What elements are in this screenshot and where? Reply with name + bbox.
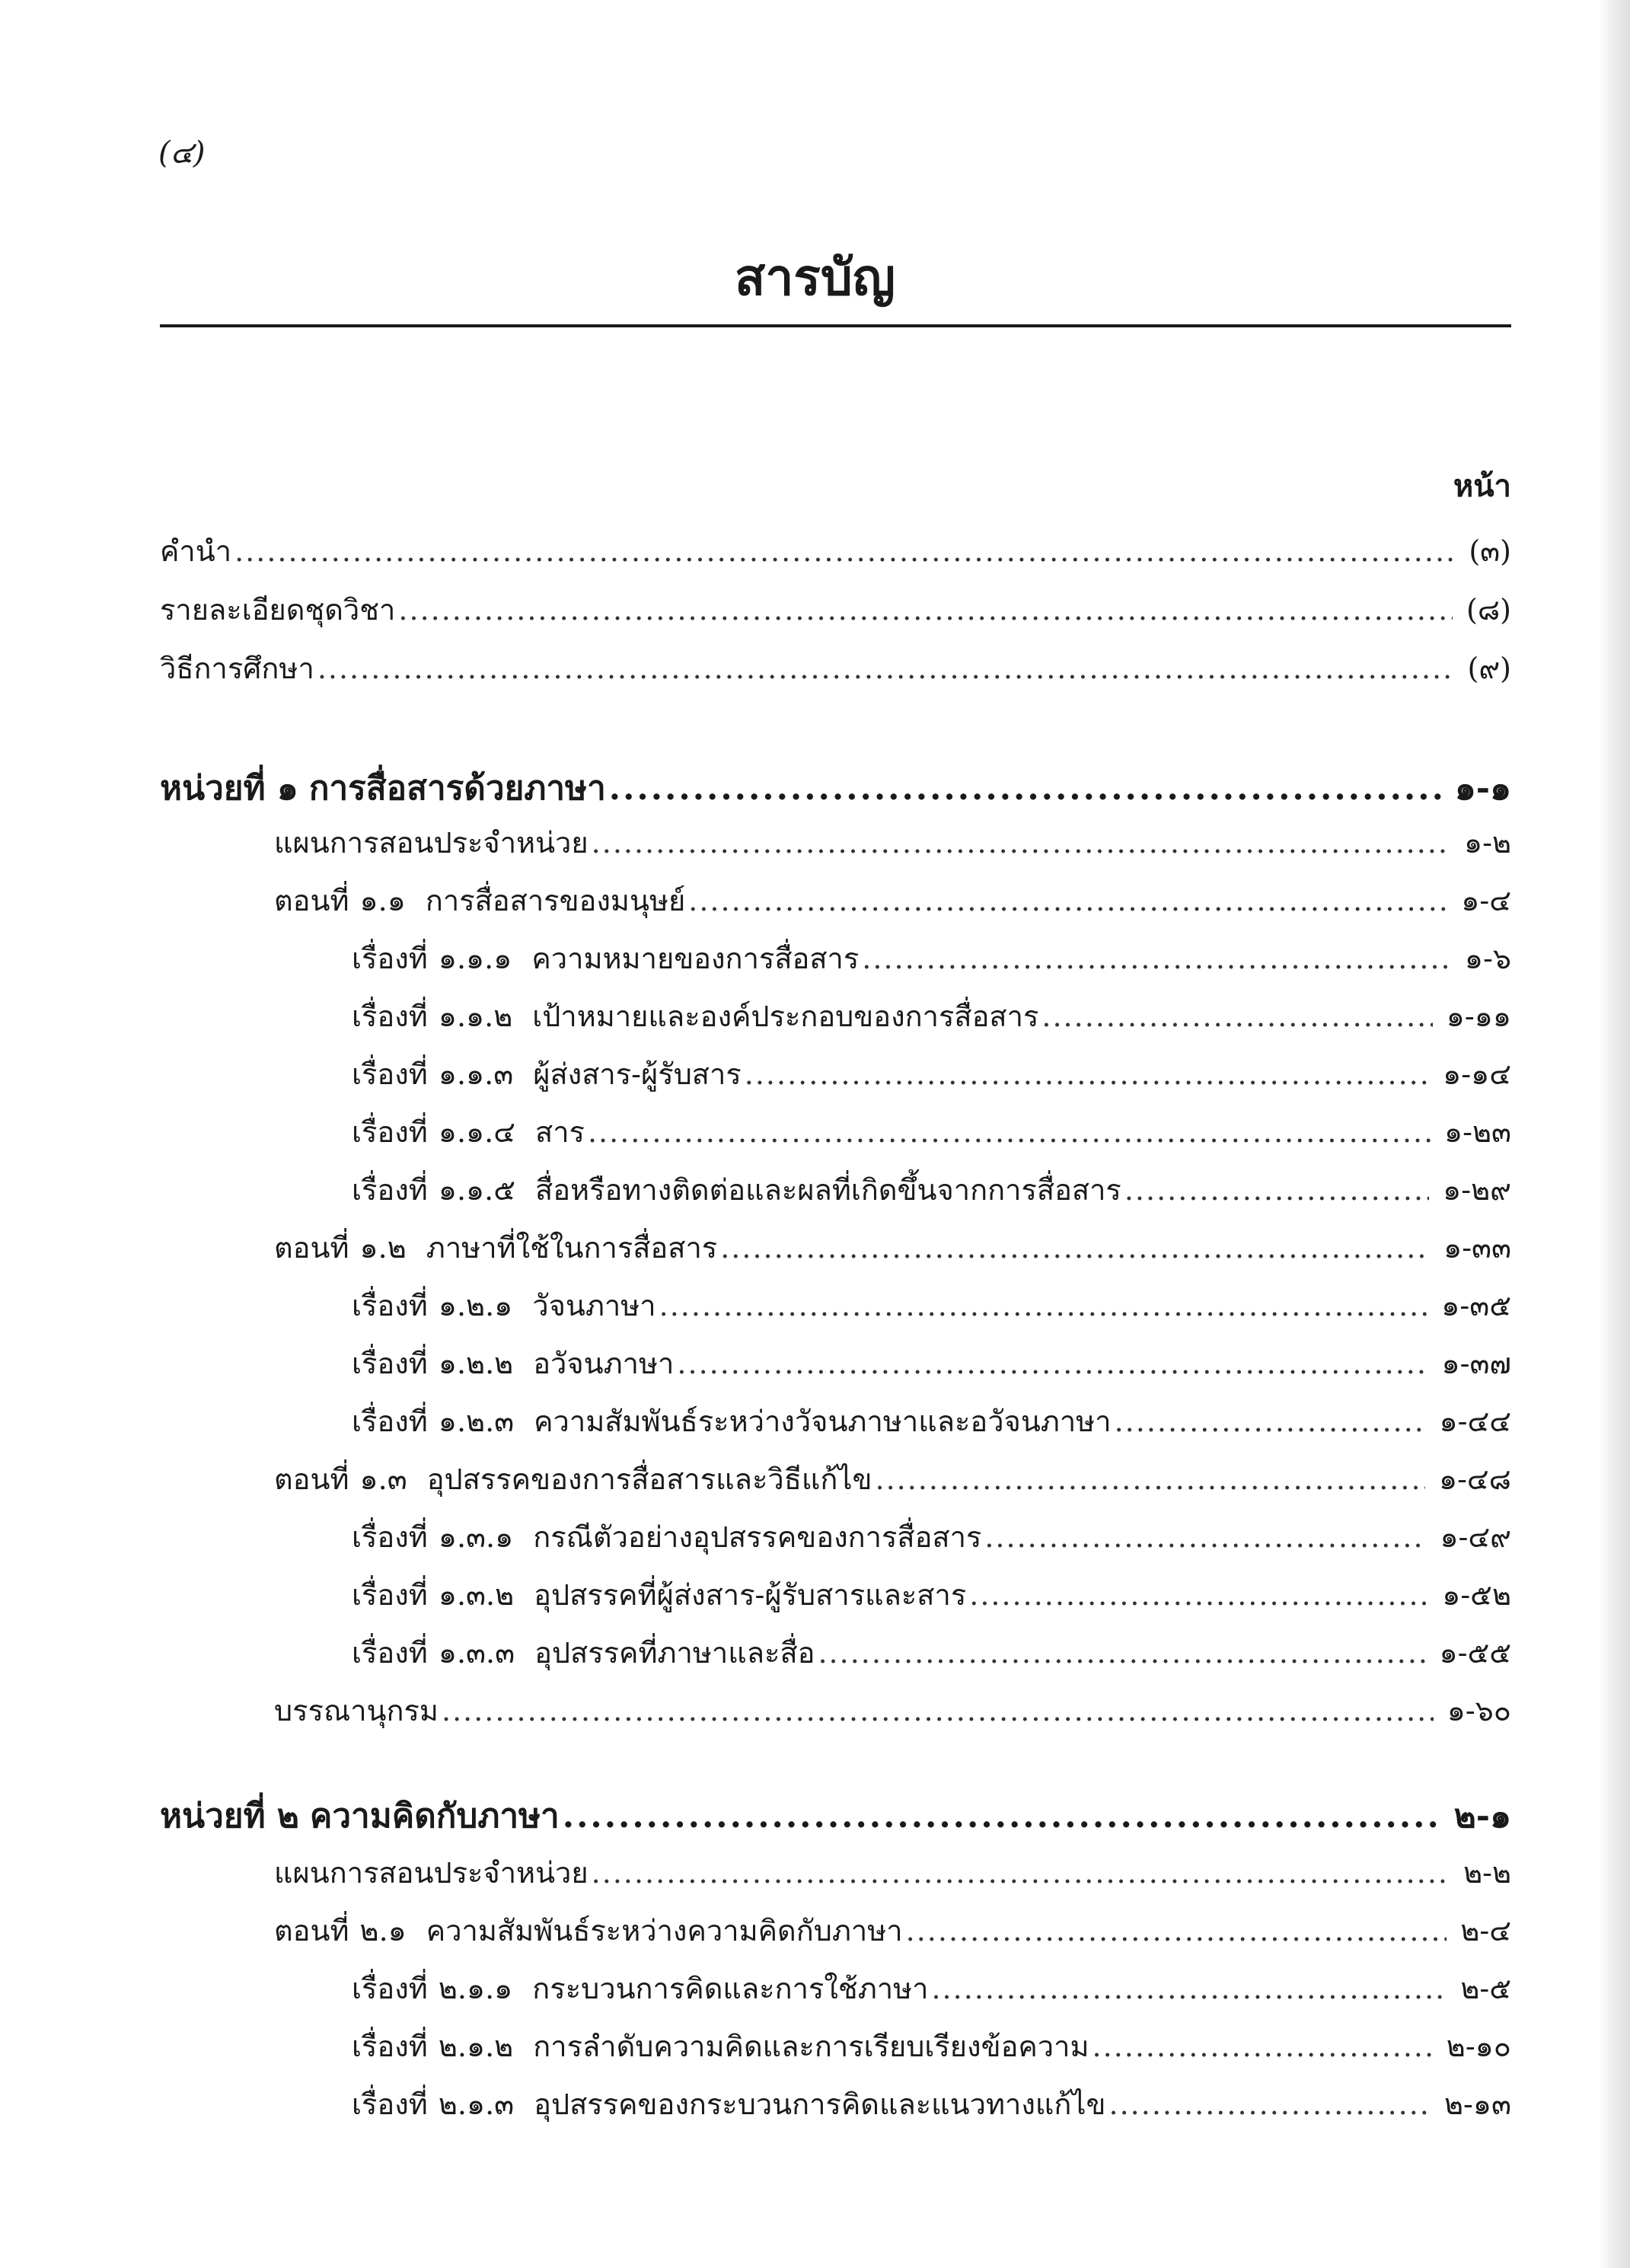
toc-topic-entry[interactable] bbox=[352, 2081, 1511, 2127]
entry-label bbox=[352, 2024, 1089, 2069]
toc-topic-entry[interactable] bbox=[352, 1572, 1511, 1618]
dot-leader bbox=[398, 587, 1453, 633]
entry-title: อุปสรรคที่ภาษาและสื่อ bbox=[534, 1636, 815, 1670]
toc-prelim-entry[interactable] bbox=[160, 587, 1511, 633]
topic-number: ๒.๑.๑ bbox=[438, 1972, 513, 2005]
dot-leader bbox=[688, 878, 1447, 923]
toc-plain-entry[interactable] bbox=[274, 820, 1511, 866]
entry-label bbox=[352, 1572, 966, 1618]
entry-page-number: ๑-๖ bbox=[1464, 942, 1511, 975]
entry-page-number: ๑-๑๑ bbox=[1446, 1000, 1511, 1033]
toc-topic-entry[interactable] bbox=[352, 1341, 1511, 1386]
entry-page-number: ๑-๔ bbox=[1461, 884, 1511, 917]
topic-prefix: เรื่องที่ bbox=[352, 942, 428, 975]
topic-prefix: เรื่องที่ bbox=[352, 1000, 428, 1033]
entry-label bbox=[160, 528, 231, 574]
entry-title: ความหมายของการสื่อสาร bbox=[531, 942, 860, 975]
entry-label bbox=[274, 1456, 872, 1502]
entry-page-number: ๑-๔๘ bbox=[1438, 1463, 1511, 1496]
toc-prelim-entry[interactable] bbox=[160, 528, 1511, 574]
dot-leader bbox=[677, 1341, 1427, 1386]
entry-page-number: ๒-๔ bbox=[1460, 1914, 1511, 1947]
entry-page-number: (๙) bbox=[1467, 652, 1511, 685]
topic-number: ๑.๑.๕ bbox=[438, 1173, 515, 1207]
entry-page-number: ๑-๔๙ bbox=[1440, 1520, 1511, 1554]
topic-prefix: เรื่องที่ bbox=[352, 1578, 428, 1612]
entry-page-number: ๑-๖๐ bbox=[1447, 1694, 1511, 1727]
toc-topic-entry[interactable] bbox=[352, 1167, 1511, 1213]
entry-page-number: ๑-๑ bbox=[1454, 769, 1511, 808]
dot-leader bbox=[906, 1908, 1447, 1954]
dot-leader bbox=[592, 820, 1450, 866]
entry-label bbox=[274, 1908, 903, 1954]
part-number: ๑.๓ bbox=[359, 1463, 407, 1496]
topic-prefix: เรื่องที่ bbox=[352, 1289, 428, 1322]
topic-prefix: เรื่องที่ bbox=[352, 1405, 428, 1438]
dot-leader bbox=[317, 646, 1454, 691]
entry-page-number: ๑-๒๙ bbox=[1443, 1173, 1511, 1207]
part-number: ๑.๑ bbox=[359, 884, 406, 917]
toc-part-entry[interactable] bbox=[274, 878, 1511, 923]
entry-label bbox=[352, 1514, 981, 1560]
topic-prefix: เรื่องที่ bbox=[352, 2088, 428, 2121]
entry-label bbox=[352, 1399, 1112, 1444]
topic-number: ๑.๑.๔ bbox=[438, 1115, 515, 1149]
topic-number: ๑.๓.๓ bbox=[438, 1636, 515, 1670]
page-number: (๔) bbox=[158, 136, 206, 171]
entry-title: อุปสรรคที่ผู้ส่งสาร-ผู้รับสารและสาร bbox=[534, 1578, 967, 1612]
topic-number: ๑.๓.๑ bbox=[438, 1520, 514, 1554]
entry-title: เป้าหมายและองค์ประกอบของการสื่อสาร bbox=[532, 1000, 1039, 1033]
topic-prefix: เรื่องที่ bbox=[352, 1636, 428, 1670]
topic-number: ๑.๑.๑ bbox=[438, 942, 512, 975]
toc-plain-entry[interactable] bbox=[274, 1850, 1511, 1896]
entry-page-number: ๒-๒ bbox=[1463, 1856, 1511, 1890]
entry-label bbox=[160, 761, 606, 816]
entry-title: การลำดับความคิดและการเรียบเรียงข้อความ bbox=[533, 2030, 1089, 2063]
entry-label bbox=[160, 587, 395, 633]
entry-title: บรรณานุกรม bbox=[274, 1694, 439, 1727]
toc-unit-heading[interactable] bbox=[160, 761, 1511, 816]
topic-number: ๒.๑.๒ bbox=[438, 2030, 514, 2063]
topic-prefix: เรื่องที่ bbox=[352, 1347, 428, 1380]
dot-leader bbox=[720, 1225, 1430, 1271]
entry-label bbox=[274, 878, 685, 923]
part-prefix: ตอนที่ bbox=[274, 884, 349, 917]
entry-title: วัจนภาษา bbox=[532, 1289, 656, 1322]
entry-label bbox=[352, 1283, 656, 1329]
entry-title: กรณีตัวอย่างอุปสรรคของการสื่อสาร bbox=[533, 1520, 982, 1554]
entry-label bbox=[352, 1341, 674, 1386]
dot-leader bbox=[1124, 1167, 1429, 1213]
dot-leader bbox=[984, 1514, 1426, 1560]
entry-label bbox=[352, 1966, 928, 2011]
topic-number: ๑.๓.๒ bbox=[438, 1578, 515, 1612]
entry-title: ผู้ส่งสาร-ผู้รับสาร bbox=[533, 1057, 742, 1091]
toc-prelim-entry[interactable] bbox=[160, 646, 1511, 691]
entry-page-number: ๒-๑๓ bbox=[1444, 2088, 1511, 2121]
dot-leader bbox=[1093, 2024, 1433, 2069]
topic-number: ๑.๑.๒ bbox=[438, 1000, 513, 1033]
entry-title: สาร bbox=[535, 1115, 585, 1149]
topic-prefix: เรื่องที่ bbox=[352, 1115, 428, 1149]
entry-page-number: ๑-๔๔ bbox=[1439, 1405, 1511, 1438]
entry-label bbox=[160, 1789, 560, 1844]
part-number: ๑.๒ bbox=[359, 1231, 407, 1265]
toc-part-entry[interactable] bbox=[274, 1225, 1511, 1271]
entry-page-number: ๒-๑ bbox=[1453, 1797, 1511, 1836]
dot-leader bbox=[442, 1688, 1434, 1734]
entry-label bbox=[274, 1225, 717, 1271]
topic-prefix: เรื่องที่ bbox=[352, 1173, 428, 1207]
toc-topic-entry[interactable] bbox=[352, 1514, 1511, 1560]
toc-topic-entry[interactable] bbox=[352, 1051, 1511, 1097]
page-title: สารบัญ bbox=[735, 247, 895, 307]
entry-label bbox=[352, 1167, 1121, 1213]
entry-page-number: ๑-๒๓ bbox=[1444, 1115, 1511, 1149]
topic-number: ๑.๒.๒ bbox=[438, 1347, 514, 1380]
entry-label bbox=[274, 1688, 439, 1734]
topic-number: ๑.๒.๑ bbox=[438, 1289, 513, 1322]
entry-page-number: ๑-๑๔ bbox=[1443, 1057, 1511, 1091]
topic-prefix: เรื่องที่ bbox=[352, 2030, 428, 2063]
dot-leader bbox=[609, 761, 1441, 816]
entry-label bbox=[352, 1109, 585, 1155]
entry-label bbox=[352, 936, 859, 981]
part-prefix: ตอนที่ bbox=[274, 1463, 349, 1496]
entry-title: การสื่อสารของมนุษย์ bbox=[425, 884, 686, 917]
toc-topic-entry[interactable] bbox=[352, 1399, 1511, 1444]
toc-topic-entry[interactable] bbox=[352, 1109, 1511, 1155]
topic-prefix: เรื่องที่ bbox=[352, 1520, 428, 1554]
entry-page-number: (๓) bbox=[1469, 534, 1511, 568]
entry-page-number: ๑-๕๒ bbox=[1442, 1578, 1511, 1612]
dot-leader bbox=[563, 1789, 1440, 1844]
entry-label bbox=[352, 2081, 1106, 2127]
toc-topic-entry[interactable] bbox=[352, 2024, 1511, 2069]
entry-label bbox=[274, 820, 589, 866]
dot-leader bbox=[1115, 1399, 1426, 1444]
entry-title: อวัจนภาษา bbox=[533, 1347, 675, 1380]
entry-title: ความสัมพันธ์ระหว่างความคิดกับภาษา bbox=[426, 1914, 903, 1947]
entry-title: กระบวนการคิดและการใช้ภาษา bbox=[532, 1972, 929, 2005]
entry-page-number: ๑-๒ bbox=[1463, 826, 1511, 860]
entry-title: แผนการสอนประจำหน่วย bbox=[274, 1856, 589, 1890]
dot-leader bbox=[234, 528, 1455, 574]
topic-prefix: เรื่องที่ bbox=[352, 1972, 428, 2005]
entry-page-number: ๒-๕ bbox=[1460, 1972, 1511, 2005]
topic-prefix: เรื่องที่ bbox=[352, 1057, 428, 1091]
toc-topic-entry[interactable] bbox=[352, 1283, 1511, 1329]
dot-leader bbox=[745, 1051, 1429, 1097]
entry-title: อุปสรรคของการสื่อสารและวิธีแก้ไข bbox=[426, 1463, 872, 1496]
dot-leader bbox=[659, 1283, 1428, 1329]
topic-number: ๑.๑.๓ bbox=[438, 1057, 514, 1091]
entry-page-number: ๒-๑๐ bbox=[1446, 2030, 1511, 2063]
topic-number: ๑.๒.๓ bbox=[438, 1405, 515, 1438]
entry-label bbox=[160, 646, 314, 691]
toc-plain-entry[interactable] bbox=[274, 1688, 1511, 1734]
dot-leader bbox=[588, 1109, 1431, 1155]
entry-page-number: ๑-๓๗ bbox=[1441, 1347, 1511, 1380]
entry-page-number: ๑-๓๓ bbox=[1443, 1231, 1511, 1265]
entry-label bbox=[352, 994, 1038, 1039]
entry-title: รายละเอียดชุดวิชา bbox=[160, 593, 396, 627]
entry-page-number: ๑-๕๕ bbox=[1439, 1636, 1511, 1670]
toc-topic-entry[interactable] bbox=[352, 1630, 1511, 1676]
entry-page-number: (๘) bbox=[1466, 593, 1511, 627]
entry-label bbox=[274, 1850, 589, 1896]
topic-number: ๒.๑.๓ bbox=[438, 2088, 515, 2121]
toc-part-entry[interactable] bbox=[274, 1456, 1511, 1502]
entry-title: ภาษาที่ใช้ในการสื่อสาร bbox=[426, 1231, 718, 1265]
dot-leader bbox=[1041, 994, 1432, 1039]
entry-title: อุปสรรคของกระบวนการคิดและแนวทางแก้ไข bbox=[534, 2088, 1106, 2121]
toc-topic-entry[interactable] bbox=[352, 936, 1511, 981]
entry-title: ความสัมพันธ์ระหว่างวัจนภาษาและอวัจนภาษา bbox=[534, 1405, 1112, 1438]
entry-title: สื่อหรือทางติดต่อและผลที่เกิดขึ้นจากการสื่อสาร bbox=[535, 1173, 1121, 1207]
dot-leader bbox=[931, 1966, 1447, 2011]
dot-leader bbox=[818, 1630, 1425, 1676]
entry-label bbox=[352, 1051, 742, 1097]
unit-number: หน่วยที่ ๑ bbox=[160, 769, 298, 808]
toc-topic-entry[interactable] bbox=[352, 994, 1511, 1039]
toc-topic-entry[interactable] bbox=[352, 1966, 1511, 2011]
part-prefix: ตอนที่ bbox=[274, 1914, 349, 1947]
toc-unit-heading[interactable] bbox=[160, 1789, 1511, 1844]
part-number: ๒.๑ bbox=[359, 1914, 407, 1947]
page-column-header: หน้า bbox=[1453, 468, 1511, 504]
dot-leader bbox=[1109, 2081, 1431, 2127]
unit-title: ความคิดกับภาษา bbox=[309, 1797, 560, 1836]
unit-title: การสื่อสารด้วยภาษา bbox=[308, 769, 606, 808]
entry-title: วิธีการศึกษา bbox=[160, 652, 314, 685]
part-prefix: ตอนที่ bbox=[274, 1231, 349, 1265]
entry-page-number: ๑-๓๕ bbox=[1441, 1289, 1511, 1322]
entry-title: คำนำ bbox=[160, 534, 232, 568]
toc-part-entry[interactable] bbox=[274, 1908, 1511, 1954]
dot-leader bbox=[592, 1850, 1450, 1896]
dot-leader bbox=[875, 1456, 1424, 1502]
dot-leader bbox=[969, 1572, 1428, 1618]
dot-leader bbox=[862, 936, 1451, 981]
entry-label bbox=[352, 1630, 815, 1676]
unit-number: หน่วยที่ ๒ bbox=[160, 1797, 299, 1836]
entry-title: แผนการสอนประจำหน่วย bbox=[274, 826, 589, 860]
